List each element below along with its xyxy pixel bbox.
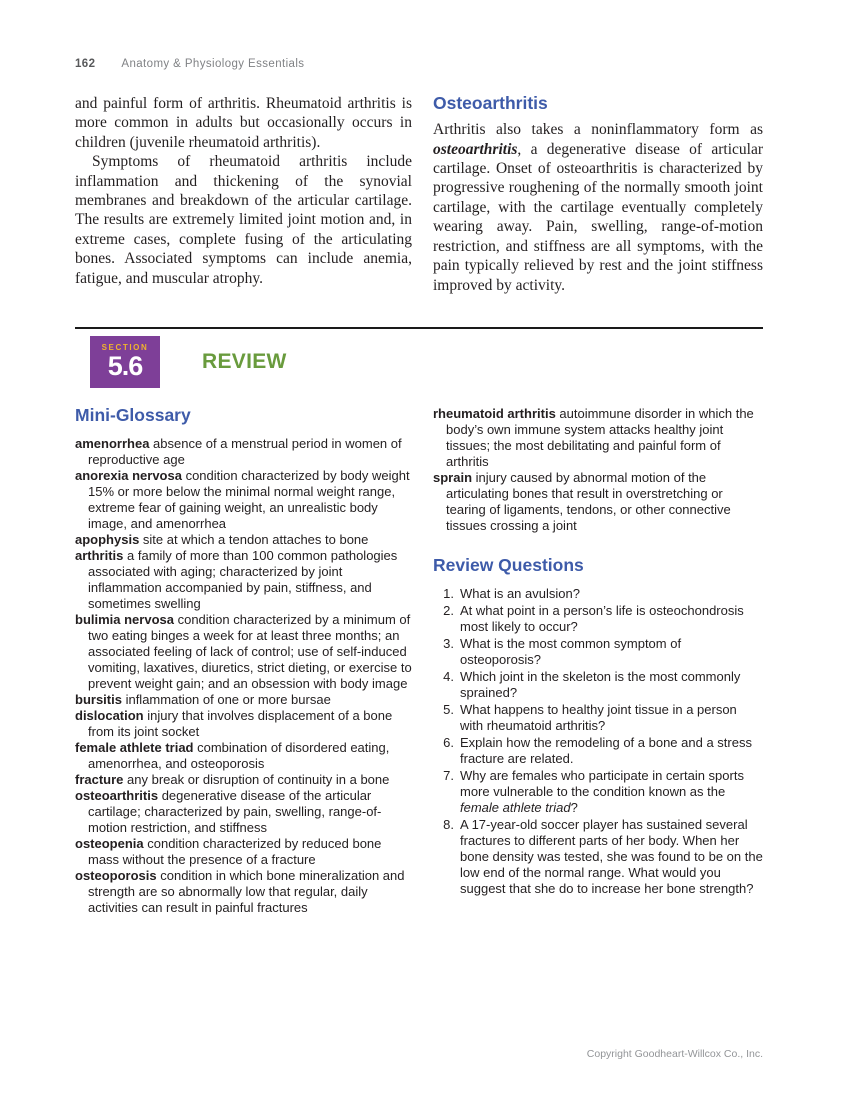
text-run: female athlete triad: [460, 800, 571, 816]
text-run: osteoarthritis: [433, 140, 518, 158]
glossary-definition: any break or disruption of continuity in a bone: [123, 772, 390, 788]
glossary-term: anorexia nervosa: [75, 468, 182, 484]
review-questions-heading: Review Questions: [433, 554, 584, 575]
glossary-entry: [433, 470, 763, 534]
glossary-definition: autoimmune disorder in which the body’s own immune system attacks healthy joint tissues; the most debilitating and painful form of arthritis: [446, 405, 754, 469]
section-banner: [75, 334, 763, 390]
glossary-term: arthritis: [75, 548, 124, 564]
question-number: 8.: [443, 817, 454, 833]
glossary-entry: [75, 612, 412, 692]
glossary-definition: combination of disordered eating, amenorrhea, and osteoporosis: [88, 740, 390, 772]
question-number: 2.: [443, 603, 454, 619]
question-number: 3.: [443, 636, 454, 652]
running-head: Anatomy & Physiology Essentials: [121, 58, 305, 70]
section-badge: [90, 336, 160, 388]
review-question: [433, 768, 763, 816]
glossary-term: bulimia nervosa: [75, 612, 174, 628]
question-text: [460, 603, 763, 635]
glossary-definition: condition characterized by a minimum of two eating binges a week for at least three months; an associated feeling of lack of control; use of self-induced vomiting, laxatives, diuretics, strict dieting, or exercise to prevent weight gain; and an obsession with body image: [88, 612, 412, 692]
review-questions-list: [433, 586, 763, 897]
glossary-entry: [75, 868, 412, 916]
question-number: 7.: [443, 768, 454, 784]
glossary-entry: [75, 548, 412, 612]
glossary-left-column: [75, 406, 412, 916]
review-section: [75, 406, 763, 916]
glossary-term: osteoarthritis: [75, 788, 159, 804]
page-number: 162: [75, 58, 96, 70]
text-run: ?: [570, 800, 578, 816]
glossary-term: dislocation: [75, 708, 144, 724]
review-question: [433, 702, 763, 734]
glossary-right-column: [433, 406, 763, 916]
glossary-term: female athlete triad: [75, 740, 194, 756]
glossary-definition: condition characterized by body weight 15% or more below the minimal normal weight range, extreme fear of gaining weight, an unrealistic body image, and amenorrhea: [88, 468, 410, 532]
text-run: Which joint in the skeleton is the most commonly sprained?: [460, 669, 741, 701]
glossary-definition: condition characterized by reduced bone mass without the presence of a fracture: [88, 836, 382, 868]
glossary-entry: [433, 406, 763, 470]
review-question: [433, 603, 763, 635]
glossary-list-left: [75, 436, 412, 916]
mini-glossary-heading: Mini-Glossary: [75, 404, 191, 425]
review-question: [433, 586, 763, 602]
text-run: At what point in a person’s life is osteochondrosis most likely to occur?: [460, 603, 744, 635]
glossary-term: rheumatoid arthritis: [433, 405, 556, 421]
glossary-definition: site at which a tendon attaches to bone: [139, 532, 369, 548]
osteoarthritis-heading: Osteoarthritis: [433, 93, 548, 113]
body-text-section: [75, 94, 763, 295]
glossary-definition: a family of more than 100 common pathologies associated with aging; characterized by joint inflammation accompanied by pain, stiffness, and sometimes swelling: [88, 548, 398, 612]
text-run: , a degenerative disease of articular cartilage. Onset of osteoarthritis is characterized by progressive roughening of the normally smooth joint cartilage, with the cartilage eventually completely wearing away. Pain, swelling, range-of-motion restriction, and stiffness are all symptoms, with the pain typically relieved by rest and the joint stiffness improved by activity.: [433, 140, 763, 294]
text-run: What is an avulsion?: [460, 586, 580, 602]
question-text: [460, 586, 763, 602]
glossary-term: fracture: [75, 772, 124, 788]
page-footer: [587, 1048, 763, 1060]
review-question: [433, 636, 763, 668]
right-text-column: [433, 94, 763, 295]
question-text: [460, 669, 763, 701]
paragraph-rheumatoid-symptoms: Symptoms of rheumatoid arthritis include inflammation and thickening of the synovial membranes and breakdown of the articular cartilage. The results are extremely limited joint motion and, in extreme cases, complete fusing of the articulating bones. Associated symptoms can include anemia, fatigue, and muscular atrophy.: [75, 153, 412, 287]
review-question: [433, 669, 763, 701]
glossary-term: osteoporosis: [75, 868, 157, 884]
copyright-notice: Copyright Goodheart-Willcox Co., Inc.: [586, 1048, 763, 1060]
paragraph-rheumatoid-continued: and painful form of arthritis. Rheumatoid arthritis is more common in adults but occasionally occurs in children (juvenile rheumatoid arthritis).: [75, 95, 412, 151]
glossary-term: apophysis: [75, 532, 140, 548]
question-number: 5.: [443, 702, 454, 718]
glossary-entry: [75, 740, 412, 772]
glossary-entry: [75, 836, 412, 868]
text-run: Explain how the remodeling of a bone and a stress fracture are related.: [460, 735, 752, 767]
glossary-term: amenorrhea: [75, 436, 150, 452]
glossary-entry: [75, 436, 412, 468]
text-run: A 17-year-old soccer player has sustained several fractures to different parts of her body. When her bone density was tested, she was found to be on the low end of the normal range. What would you suggest that she do to increase her bone strength?: [460, 817, 763, 897]
review-title: REVIEW: [202, 349, 287, 373]
question-number: 6.: [443, 735, 454, 751]
question-text: [460, 817, 763, 897]
glossary-term: bursitis: [75, 692, 122, 708]
review-question: [433, 735, 763, 767]
glossary-definition: injury that involves displacement of a bone from its joint socket: [88, 708, 393, 740]
question-text: [460, 702, 763, 734]
left-text-column: [75, 94, 412, 295]
question-text: [460, 768, 763, 816]
question-text: [460, 735, 763, 767]
glossary-entry: [75, 708, 412, 740]
review-question: [433, 817, 763, 897]
glossary-definition: absence of a menstrual period in women of reproductive age: [88, 436, 402, 468]
section-divider-rule: [75, 327, 763, 329]
question-number: 1.: [443, 586, 454, 602]
text-run: What is the most common symptom of osteoporosis?: [460, 636, 682, 668]
paragraph-osteoarthritis: [433, 120, 763, 295]
glossary-entry: [75, 772, 412, 788]
glossary-definition: condition in which bone mineralization and strength are so abnormally low that regular, daily activities can result in painful fractures: [88, 868, 405, 916]
glossary-definition: injury caused by abnormal motion of the articulating bones that result in overstretching or tearing of ligaments, tendons, or other connective tissues crossing a joint: [446, 469, 731, 533]
glossary-list-right: [433, 406, 763, 534]
page-header: [75, 0, 763, 70]
text-run: What happens to healthy joint tissue in a person with rheumatoid arthritis?: [460, 702, 737, 734]
glossary-definition: degenerative disease of the articular cartilage; characterized by pain, swelling, range-of-motion restriction, and stiffness: [88, 788, 382, 836]
glossary-definition: inflammation of one or more bursae: [121, 692, 331, 708]
question-number: 4.: [443, 669, 454, 685]
text-run: Why are females who participate in certain sports more vulnerable to the condition known as the: [460, 768, 744, 800]
glossary-entry: [75, 692, 412, 708]
glossary-entry: [75, 468, 412, 532]
section-badge-label: SECTION: [101, 343, 149, 353]
text-run: Arthritis also takes a noninflammatory form as: [433, 121, 763, 139]
glossary-term: sprain: [433, 469, 473, 485]
section-badge-number: 5.6: [107, 351, 143, 382]
glossary-entry: [75, 788, 412, 836]
glossary-term: osteopenia: [75, 836, 144, 852]
glossary-entry: [75, 532, 412, 548]
question-text: [460, 636, 763, 668]
